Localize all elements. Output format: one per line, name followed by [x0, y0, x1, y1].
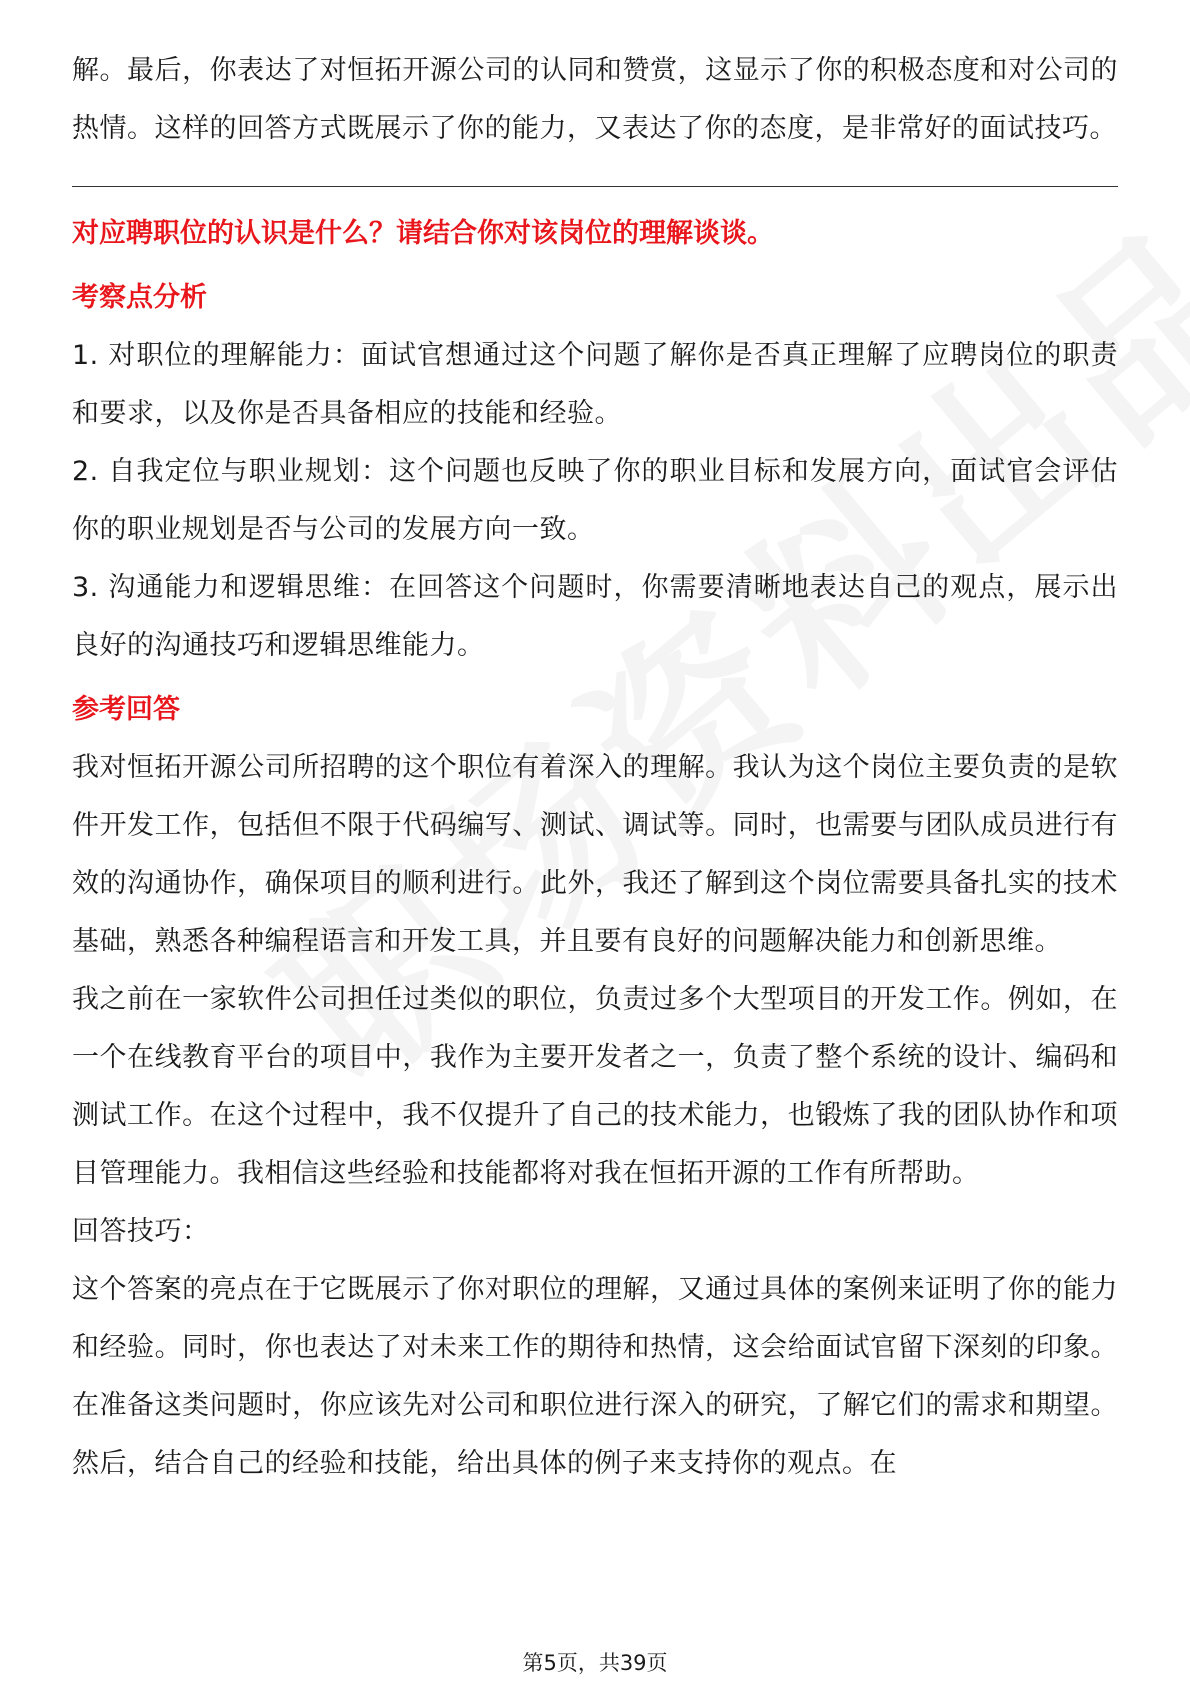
- analysis-point: 3. 沟通能力和逻辑思维：在回答这个问题时，你需要清晰地表达自己的观点，展示出良好的沟通技巧和逻辑思维能力。: [72, 572, 1118, 661]
- tips-paragraph: 这个答案的亮点在于它既展示了你对职位的理解，又通过具体的案例来证明了你的能力和经验。同时，你也表达了对未来工作的期待和热情，这会给面试官留下深刻的印象。在准备这类问题时，你应该先对公司和职位进行深入的研究，了解它们的需求和期望。然后，结合自己的经验和技能，给出具体的例子来支持你的观点。在: [72, 1274, 1118, 1479]
- page-number: 第5页，共39页: [522, 1651, 668, 1675]
- intro-paragraph: 解。最后，你表达了对恒拓开源公司的认同和赞赏，这显示了你的积极态度和对公司的热情。这样的回答方式既展示了你的能力，又表达了你的态度，是非常好的面试技巧。: [72, 55, 1118, 144]
- document-page: [72, 42, 1118, 1493]
- question-heading: 对应聘职位的认识是什么？请结合你对该岗位的理解谈谈。: [72, 218, 774, 249]
- analysis-title: 考察点分析: [72, 282, 207, 313]
- tips-title: 回答技巧：: [72, 1216, 210, 1247]
- analysis-point: 1. 对职位的理解能力：面试官想通过这个问题了解你是否真正理解了应聘岗位的职责和要求，以及你是否具备相应的技能和经验。: [72, 340, 1118, 429]
- section-divider: [72, 186, 1118, 187]
- analysis-point: 2. 自我定位与职业规划：这个问题也反映了你的职业目标和发展方向，面试官会评估你的职业规划是否与公司的发展方向一致。: [72, 456, 1118, 545]
- reference-paragraph: 我之前在一家软件公司担任过类似的职位，负责过多个大型项目的开发工作。例如，在一个在线教育平台的项目中，我作为主要开发者之一，负责了整个系统的设计、编码和测试工作。在这个过程中，我不仅提升了自己的技术能力，也锻炼了我的团队协作和项目管理能力。我相信这些经验和技能都将对我在恒拓开源的工作有所帮助。: [72, 984, 1118, 1189]
- reference-title: 参考回答: [72, 694, 180, 725]
- reference-paragraph: 我对恒拓开源公司所招聘的这个职位有着深入的理解。我认为这个岗位主要负责的是软件开发工作，包括但不限于代码编写、测试、调试等。同时，也需要与团队成员进行有效的沟通协作，确保项目的顺利进行。此外，我还了解到这个岗位需要具备扎实的技术基础，熟悉各种编程语言和开发工具，并且要有良好的问题解决能力和创新思维。: [72, 752, 1118, 957]
